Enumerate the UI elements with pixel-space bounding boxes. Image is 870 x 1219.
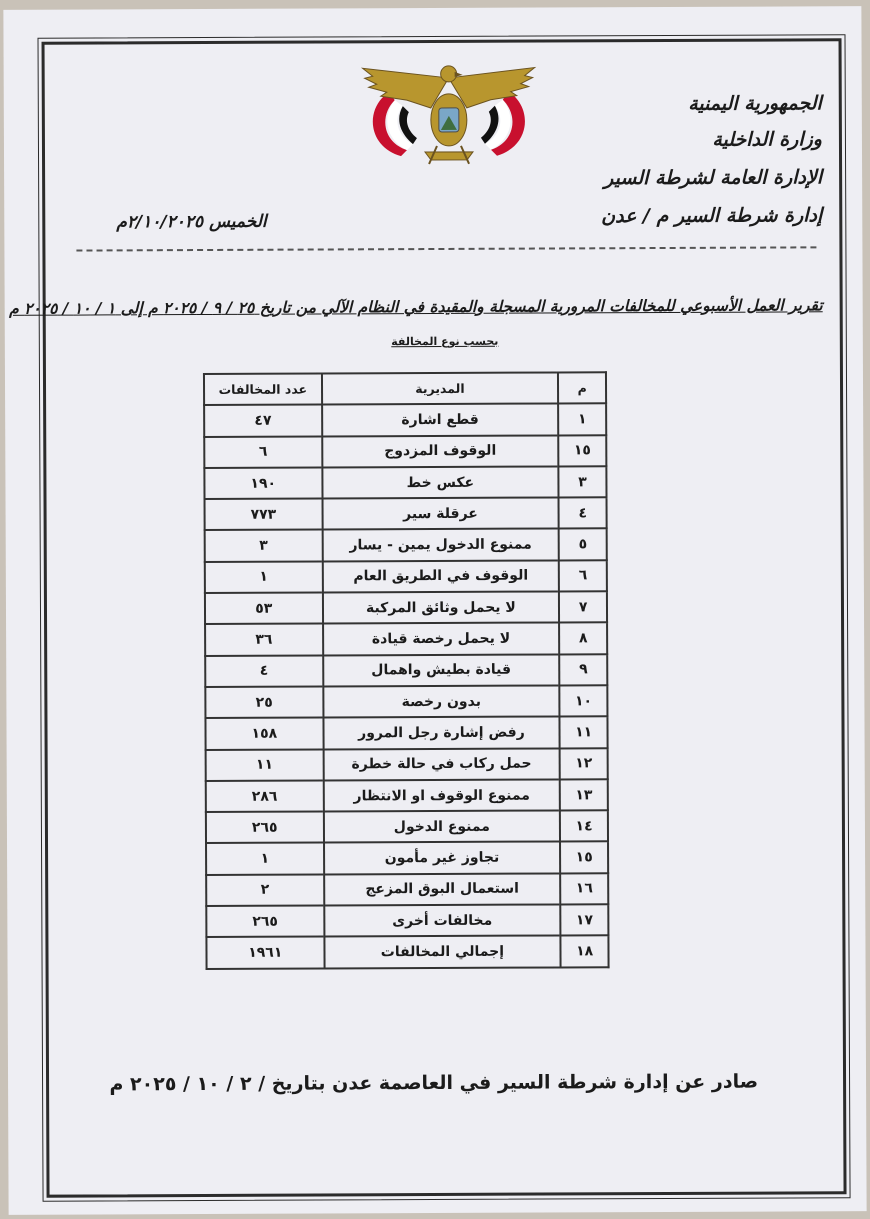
row-number: ٣ bbox=[559, 466, 607, 498]
row-number: ٨ bbox=[559, 623, 607, 655]
table-row bbox=[205, 591, 607, 624]
column-header-type: المديرية bbox=[322, 372, 559, 404]
violation-type: ممنوع الوقوف او الانتظار bbox=[323, 779, 560, 811]
document-date: الخميس ٢/١٠/٢٠٢٥م bbox=[116, 211, 267, 233]
violation-type: عكس خط bbox=[322, 466, 559, 498]
table-row bbox=[206, 936, 608, 969]
table-row bbox=[204, 404, 606, 437]
violation-count: ٢٦٥ bbox=[206, 812, 324, 844]
table-row bbox=[204, 466, 606, 499]
yemen-eagle-emblem-icon bbox=[359, 60, 539, 166]
violation-type: ممنوع الدخول bbox=[323, 811, 560, 843]
violation-count: ١٩٠ bbox=[204, 467, 322, 499]
table-row bbox=[206, 810, 608, 843]
violation-count: ٧٧٣ bbox=[205, 499, 323, 531]
row-number: ٦ bbox=[559, 560, 607, 592]
violation-count: ٣٦ bbox=[205, 624, 323, 656]
row-number: ١٣ bbox=[560, 779, 608, 811]
row-number: ١٢ bbox=[560, 748, 608, 780]
violation-type: قيادة بطيش واهمال bbox=[323, 654, 560, 686]
violation-count: ١٥٨ bbox=[205, 718, 323, 750]
violation-count: ١ bbox=[205, 561, 323, 593]
column-header-count: عدد المخالفات bbox=[204, 373, 322, 405]
table-row bbox=[205, 497, 607, 530]
violation-type: لا يحمل رخصة قيادة bbox=[323, 623, 560, 655]
violation-type: عرقلة سير bbox=[322, 498, 559, 530]
report-title: تقرير العمل الأسبوعي للمخالفات المرورية المسجلة والمقيدة في النظام الآلي من تاريخ ٢٥ / ٩ / ٢٠٢٥ م إلى ١ / ١٠ / ٢٠٢٥ م bbox=[9, 296, 823, 318]
violation-type: حمل ركاب في حالة خطرة bbox=[323, 748, 560, 780]
violation-type: قطع اشارة bbox=[322, 404, 559, 436]
header-republic: الجمهورية اليمنية bbox=[688, 92, 822, 115]
violations-table bbox=[203, 371, 610, 969]
row-number: ١١ bbox=[560, 717, 608, 749]
violation-count: ١ bbox=[206, 843, 324, 875]
row-number: ٥ bbox=[559, 529, 607, 561]
violation-count: ٣ bbox=[205, 530, 323, 562]
row-number: ١٤ bbox=[560, 810, 608, 842]
row-number: ١٨ bbox=[561, 936, 609, 968]
table-row bbox=[205, 717, 607, 750]
row-number: ١٧ bbox=[561, 904, 609, 936]
violation-type: تجاوز غير مأمون bbox=[324, 842, 561, 874]
row-number: ٧ bbox=[559, 591, 607, 623]
table-header-row bbox=[204, 372, 606, 405]
row-number: ٤ bbox=[559, 497, 607, 529]
row-number: ١٥ bbox=[560, 842, 608, 874]
violation-count: ٤٧ bbox=[204, 405, 322, 437]
violation-type: مخالفات أخرى bbox=[324, 905, 561, 937]
table-row bbox=[206, 873, 608, 906]
table-row bbox=[205, 623, 607, 656]
violation-count: ٤ bbox=[205, 655, 323, 687]
issued-statement: صادر عن إدارة شرطة السير في العاصمة عدن بتاريخ / ٢ / ١٠ / ٢٠٢٥ م bbox=[109, 1070, 759, 1096]
column-header-number: م bbox=[558, 372, 606, 404]
table-row bbox=[206, 904, 608, 937]
violation-count: ٢ bbox=[206, 874, 324, 906]
violation-count: ٦ bbox=[204, 436, 322, 468]
row-number: ١٥ bbox=[558, 435, 606, 467]
violation-count: ٥٣ bbox=[205, 593, 323, 625]
report-subtitle: بحسب نوع المخالفة bbox=[391, 334, 499, 349]
violation-type: الوقوف المزدوج bbox=[322, 435, 559, 467]
table-row bbox=[205, 529, 607, 562]
violation-count: ١٩٦١ bbox=[206, 937, 324, 969]
violation-type: الوقوف في الطريق العام bbox=[322, 560, 559, 592]
table-row bbox=[205, 560, 607, 593]
violation-type: استعمال البوق المزعج bbox=[324, 873, 561, 905]
table-body bbox=[204, 404, 608, 969]
violation-type: رفض إشارة رجل المرور bbox=[323, 717, 560, 749]
table-row bbox=[205, 685, 607, 718]
row-number: ١٦ bbox=[560, 873, 608, 905]
header-ministry: وزارة الداخلية bbox=[712, 128, 822, 151]
violation-type: لا يحمل وثائق المركبة bbox=[322, 592, 559, 624]
table-row bbox=[204, 435, 606, 468]
header-department: إدارة شرطة السير م / عدن bbox=[601, 204, 823, 228]
violation-count: ٢٨٦ bbox=[206, 780, 324, 812]
table-row bbox=[205, 654, 607, 687]
row-number: ٩ bbox=[559, 654, 607, 686]
violation-count: ٢٦٥ bbox=[206, 906, 324, 938]
row-number: ١ bbox=[558, 404, 606, 436]
table-row bbox=[206, 842, 608, 875]
row-number: ١٠ bbox=[560, 685, 608, 717]
table-row bbox=[206, 748, 608, 781]
header-general-admin: الإدارة العامة لشرطة السير bbox=[604, 166, 823, 190]
document-sheet bbox=[3, 6, 866, 1215]
violation-type: ممنوع الدخول يمين - يسار bbox=[322, 529, 559, 561]
violation-count: ٢٥ bbox=[205, 686, 323, 718]
violation-type: إجمالي المخالفات bbox=[324, 936, 561, 968]
violation-count: ١١ bbox=[206, 749, 324, 781]
violation-type: بدون رخصة bbox=[323, 685, 560, 717]
table-row bbox=[206, 779, 608, 812]
